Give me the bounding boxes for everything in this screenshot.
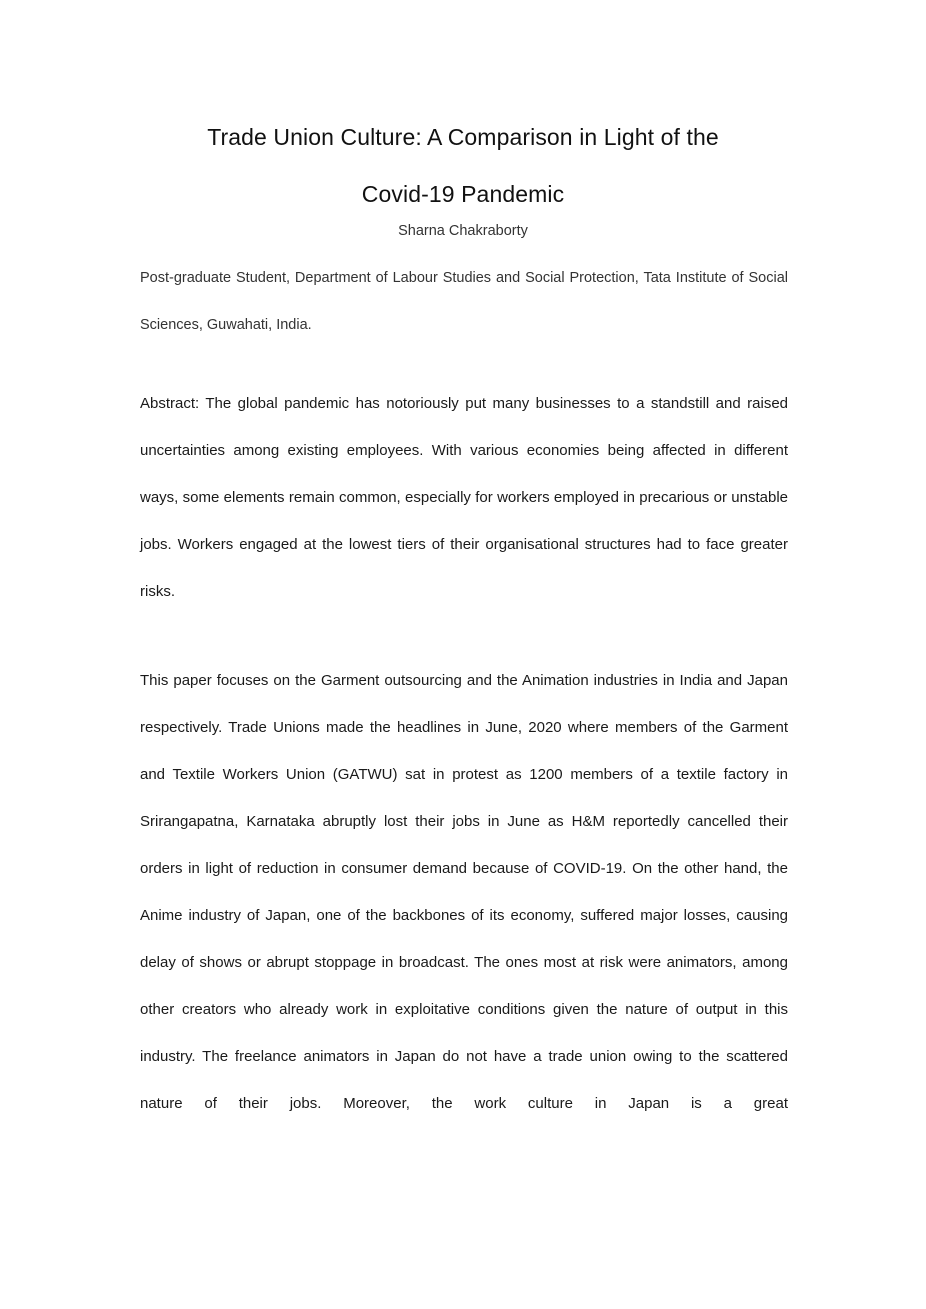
body-paragraph: This paper focuses on the Garment outsourcing and the Animation industries in India and Japan respectively. Trade Unions made the headlines in June, 2020 where members of the Garment and Textile Workers Union (GATWU) sat in protest as 1200 members of a textile factory in Srirangapatna, Karnataka abruptly lost their jobs in June as H&M reportedly cancelled their orders in light of reduction in consumer demand because of COVID-19. On the other hand, the Anime industry of Japan, one of the backbones of its economy, suffered major losses, causing delay of shows or abrupt stoppage in broadcast. The ones most at risk were animators, among other creators who already work in exploitative conditions given the nature of output in this industry. The freelance animators in Japan do not have a trade union owing to the scattered nature of their jobs. Moreover, the work culture in Japan is a great <box>140 672 788 1112</box>
author-name: Sharna Chakraborty <box>398 223 528 239</box>
paper-title-line-1: Trade Union Culture: A Comparison in Light of the <box>207 124 719 150</box>
paper-title-line-2: Covid-19 Pandemic <box>361 181 565 207</box>
abstract-paragraph: Abstract: The global pandemic has notoriously put many businesses to a standstill and raised uncertainties among existing employees. With various economies being affected in different ways, some elements remain common, especially for workers employed in precarious or unstable jobs. Workers engaged at the lowest tiers of their organisational structures had to face greater risks. <box>140 395 788 600</box>
author-affiliation: Post-graduate Student, Department of Labour Studies and Social Protection, Tata Institute of Social Sciences, Guwahati, India. <box>140 270 788 333</box>
